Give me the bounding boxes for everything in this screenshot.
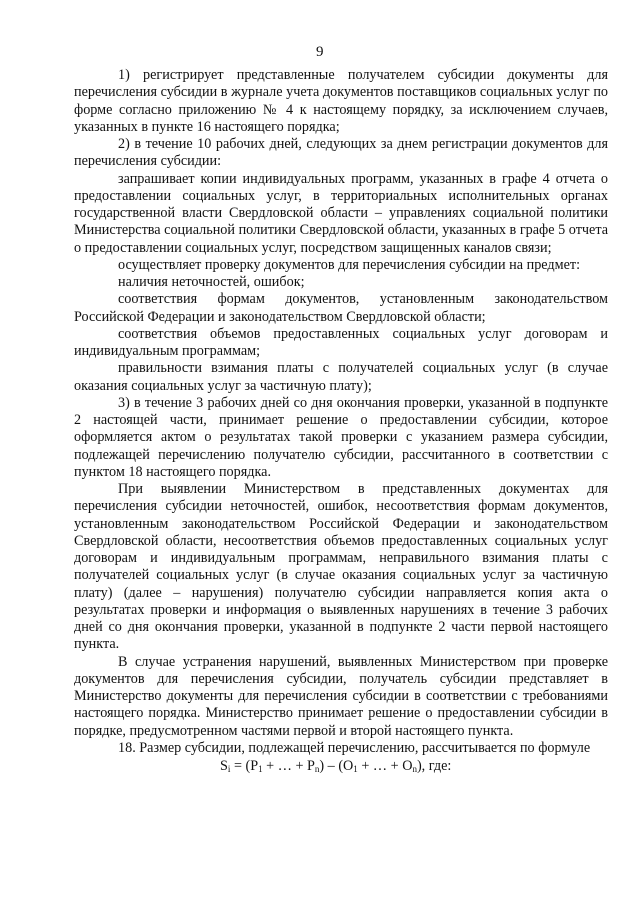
paragraph-check-fees: правильности взимания платы с получателей социальных услуг (в случае оказания социальных услуг за частичную плату); (74, 360, 608, 394)
formula-pn-subscript: n (314, 764, 320, 774)
paragraph-violations: При выявлении Министерством в представленных документах для перечисления субсидии неточностей, ошибок, несоответствия формам документов, установленным законодательством Российской Федерации и законодательством Свердловской области, несоответствия объемов предоставленных социальных услуг договорам и индивидуальным программам, неправильного взимания платы с получателей социальных услуг (в случае оказания социальных услуг за частичную плату) (далее – нарушения) получателю субсидии направляется копия акта о результатах проверки и информация о выявленных нарушениях в течение 3 рабочих дней со дня окончания проверки, указанной в подпункте 2 части первой настоящего пункта. (74, 481, 608, 653)
formula-on: O (402, 758, 413, 774)
formula-o1-subscript: 1 (353, 764, 358, 774)
paragraph-check-forms: соответствия формам документов, установленным законодательством Российской Федерации и законодательством Свердловской области; (74, 291, 608, 325)
paragraph-check-intro: осуществляет проверку документов для перечисления субсидии на предмет: (118, 256, 581, 273)
formula-plus-1: + … + (262, 758, 308, 774)
paragraph-item-2: 2) в течение 10 рабочих дней, следующих за днем регистрации документов для перечисления субсидии: (74, 136, 608, 170)
formula-minus: ) – ( (319, 758, 344, 774)
paragraph-check-volumes: соответствия объемов предоставленных социальных услуг договорам и индивидуальным программам; (74, 325, 608, 359)
formula-o1: O (343, 758, 354, 774)
formula-p1-subscript: 1 (258, 764, 263, 774)
paragraph-item-1: 1) регистрирует представленные получателем субсидии документы для перечисления субсидии в журнале учета документов поставщиков социальных услуг по форме согласно приложению № 4 к настоящему порядку, за исключением случаев, указанных в пункте 16 настоящего порядка; (74, 67, 608, 135)
document-body (74, 67, 608, 775)
subsidy-formula (74, 758, 608, 775)
paragraph-elimination: В случае устранения нарушений, выявленных Министерством при проверке документов для перечисления субсидии, получатель субсидии представляет в Министерство документы для перечисления субсидии в соответствии с требованиями настоящего порядка. Министерство принимает решение о предоставлении субсидии в порядке, предусмотренном частями первой и второй настоящего пункта. (74, 653, 608, 739)
formula-plus-2: + … + (357, 758, 403, 774)
page-number: 9 (316, 44, 324, 60)
paragraph-item-18: 18. Размер субсидии, подлежащей перечислению, рассчитывается по формуле (118, 739, 591, 756)
formula-p1: P (250, 758, 259, 774)
paragraph-request-copies: запрашивает копии индивидуальных программ, указанных в графе 4 отчета о предоставлении социальных услуг, в территориальных исполнительных органах государственной власти Свердловской области – управлениях социальной политики Министерства социальной политики Свердловской области, указанных в графе 5 отчета о предоставлении социальных услуг, посредством защищенных каналов связи; (74, 170, 608, 256)
formula-open: = ( (230, 758, 251, 774)
paragraph-item-3: 3) в течение 3 рабочих дней со дня окончания проверки, указанной в подпункте 2 настоящей части, принимает решение о предоставлении субсидии, которое оформляется актом о результатах такой проверки с указанием размера субсидии, подлежащей перечислению получателю субсидии, рассчитанного в соответствии с пунктом 18 настоящего порядка. (74, 394, 608, 480)
paragraph-check-errors: наличия неточностей, ошибок; (118, 274, 305, 290)
formula-on-subscript: n (412, 764, 417, 774)
formula-tail: ), где: (416, 758, 452, 774)
formula-lhs-subscript: i (227, 764, 231, 774)
formula-lhs: S (220, 758, 228, 774)
formula-pn: P (307, 758, 315, 774)
